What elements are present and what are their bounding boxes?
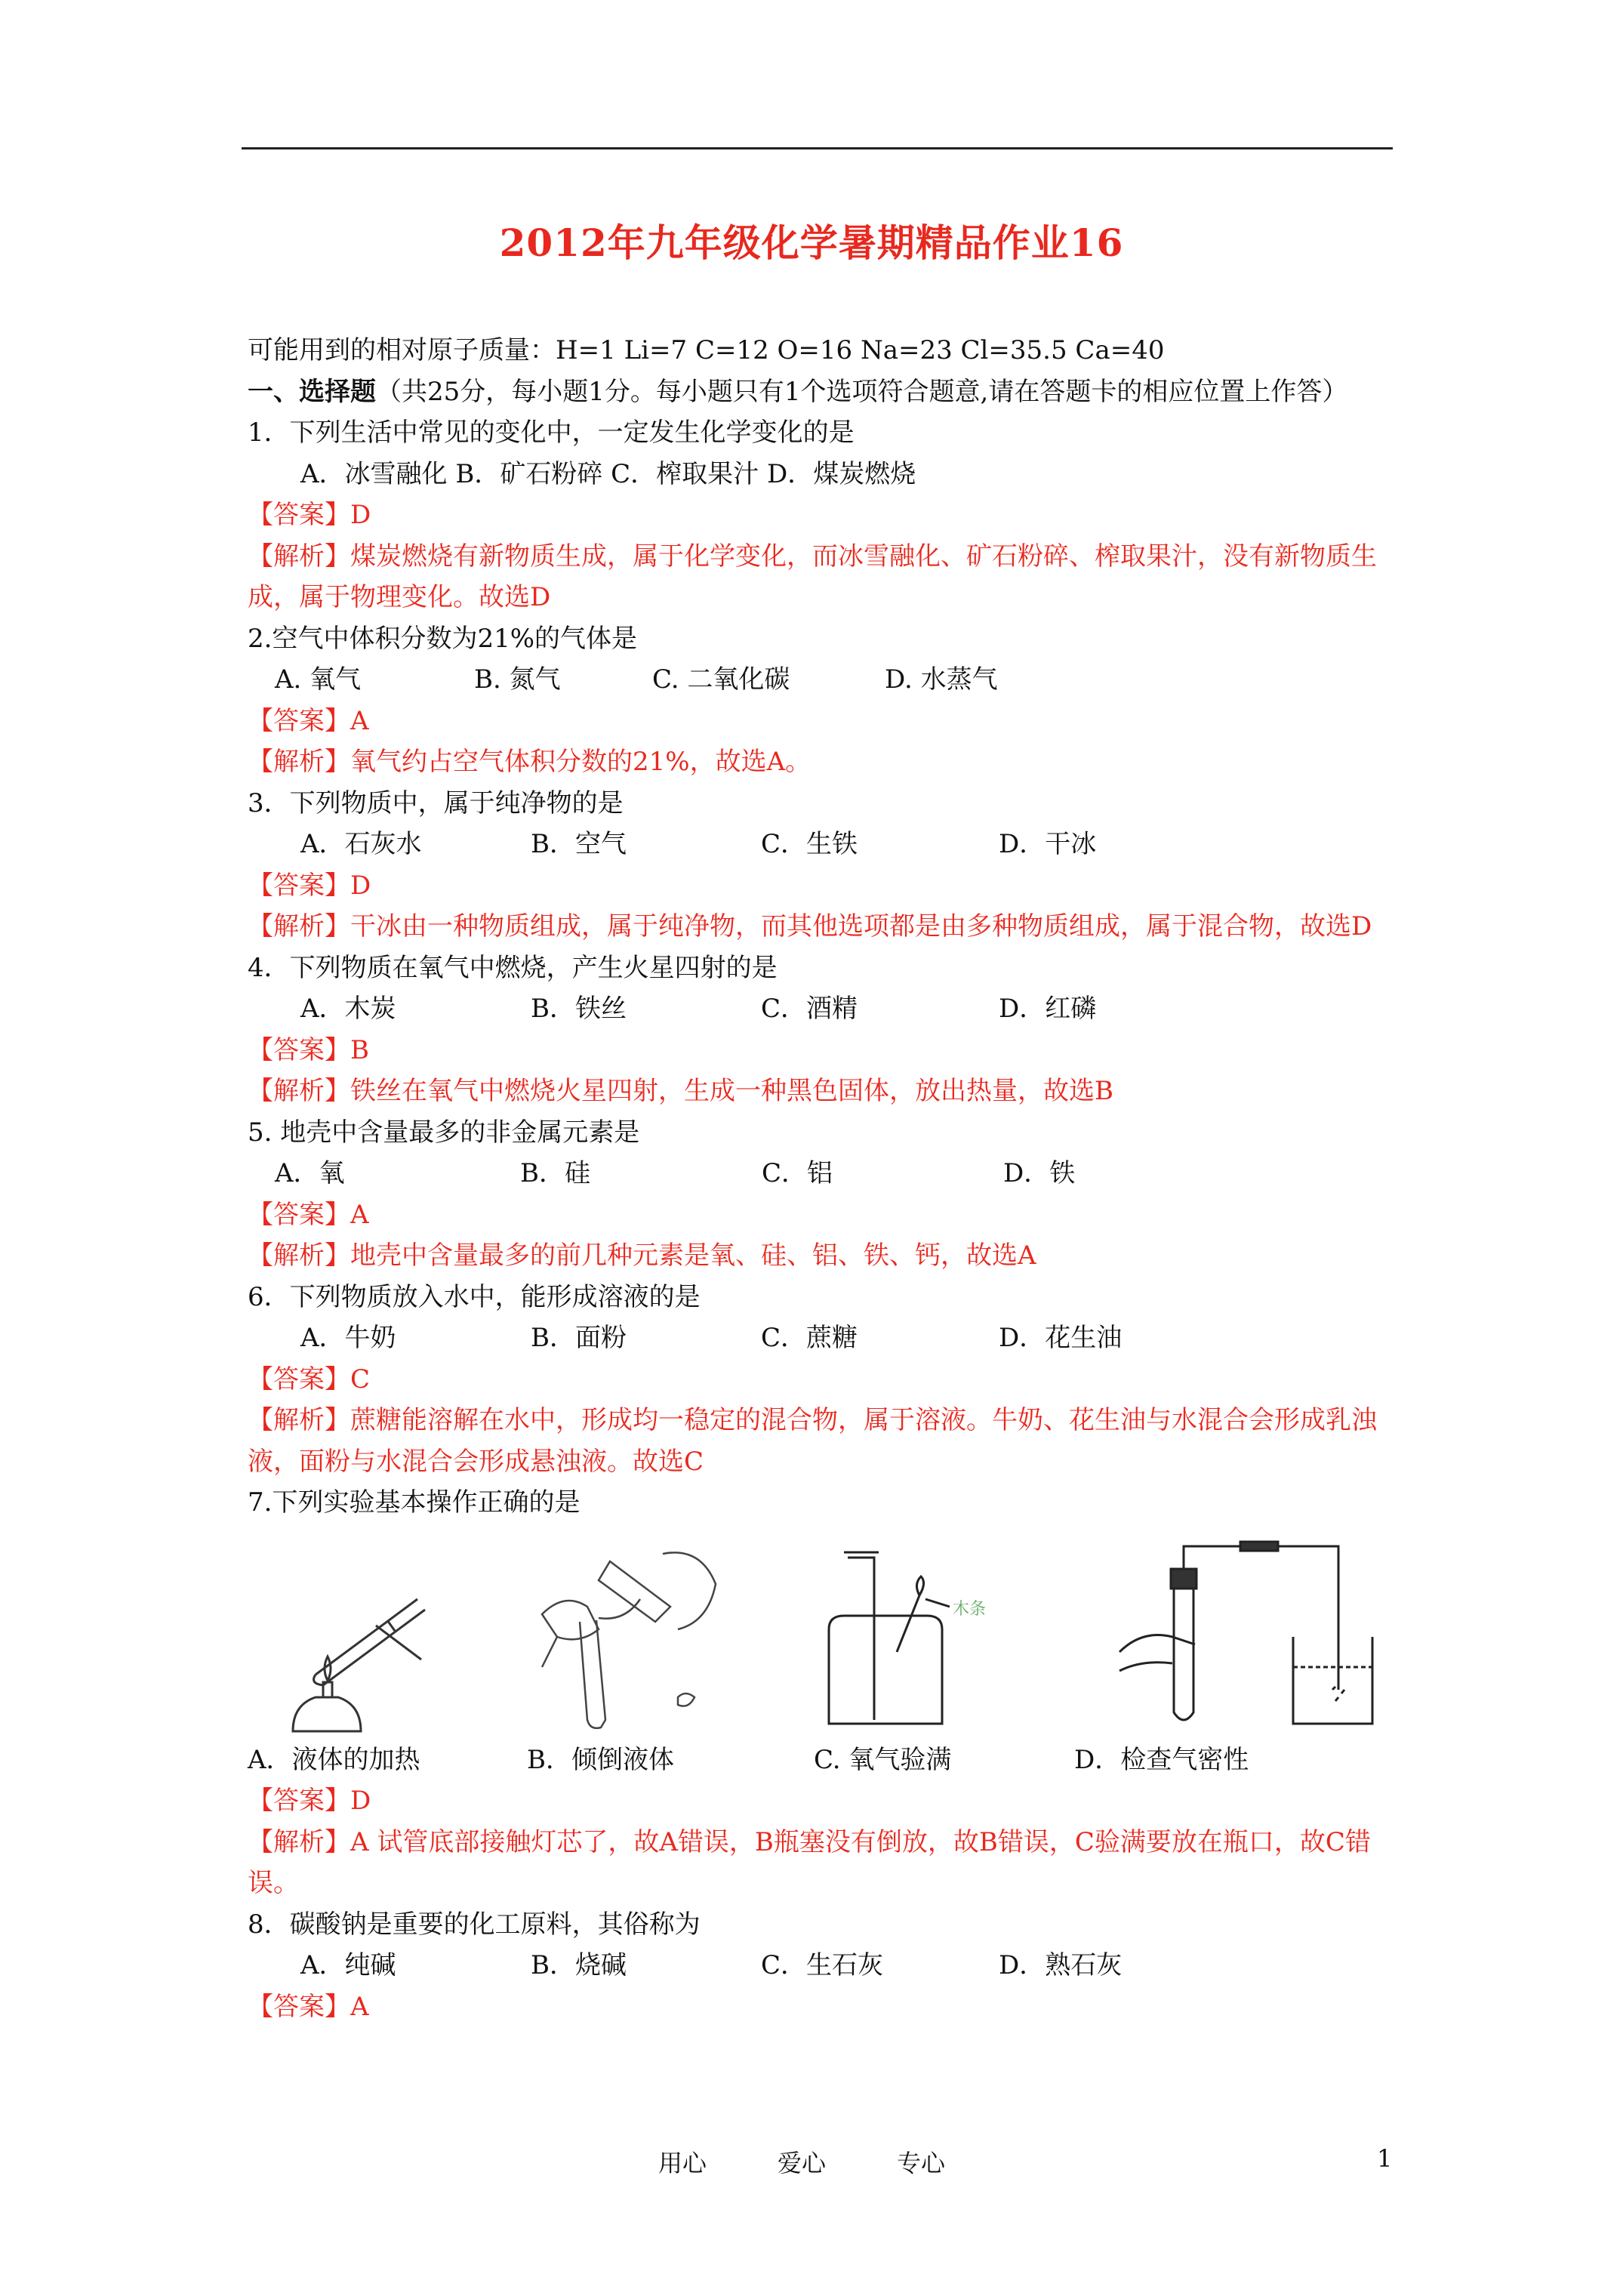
explanation [248,536,1397,618]
answer-label: 【答案】 [248,1199,350,1230]
question-stem: 4．下列物质在氧气中燃烧，产生火星四射的是 [248,952,778,983]
explain-label: 【解析】 [248,1076,350,1106]
caption-a: A．液体的加热 [248,1744,420,1775]
answer-label: 【答案】 [248,1364,350,1395]
page-title: 2012年九年级化学暑期精品作业16 [499,220,1124,265]
explain-label: 【解析】 [248,541,350,572]
answer-value: C [350,1364,371,1395]
figure-b [519,1539,746,1735]
explain-text: 蔗糖能溶解在水中，形成均一稳定的混合物，属于溶液。牛奶、花生油与水混合会形成乳浊液，面粉与水混合会形成悬浊液。故选C [248,1405,1377,1477]
figure-captions [248,1740,1397,1781]
answer-value: A [350,1991,369,2022]
explain-label: 【解析】 [248,911,350,942]
option-d: D．熟石灰 [999,1950,1123,1980]
question-stem: 3．下列物质中，属于纯净物的是 [248,787,624,818]
answer-value: B [350,1034,369,1065]
explanation [248,1822,1397,1904]
answer-value: D [350,870,371,901]
option-c: C．生石灰 [761,1950,884,1980]
option-a: A．纯碱 [300,1950,396,1980]
figure-a [248,1584,459,1735]
option-d: D．红磷 [999,994,1097,1024]
explain-text: A 试管底部接触灯芯了，故A错误，B瓶塞没有倒放，故B错误，C验满要放在瓶口，故C错误。 [248,1826,1371,1898]
option-b: B．空气 [531,829,627,859]
answer-line [248,1986,1397,2028]
section-title: 一、选择题 [248,376,376,407]
explain-text: 氧气约占空气体积分数的21%，故选A。 [350,747,812,777]
question-stem: 1．下列生活中常见的变化中，一定发生化学变化的是 [248,418,855,448]
figure-c-label: 木条 [953,1599,987,1619]
option-a: A．石灰水 [300,829,422,859]
caption-c: C. 氧气验满 [814,1744,952,1775]
answer-value: D [350,1786,371,1816]
option-b: B．面粉 [531,1323,627,1353]
caption-b: B．倾倒液体 [527,1744,674,1775]
pouring-liquid-icon [527,1539,738,1735]
figure-c [806,1546,1048,1735]
explain-text: 地壳中含量最多的前几种元素是氧、硅、铝、铁、钙，故选A [350,1240,1036,1271]
answer-label: 【答案】 [248,1991,350,2022]
answer-line [248,495,1397,536]
footer-item: 用心 [658,2149,707,2177]
explanation [248,1400,1397,1482]
question-options: A．冰雪融化 B．矿石粉碎 C．榨取果汁 D．煤炭燃烧 [300,458,916,489]
answer-line [248,1780,1397,1822]
question-options [248,1153,1397,1194]
answer-label: 【答案】 [248,705,350,736]
footer-item: 爱心 [778,2149,827,2177]
answer-label: 【答案】 [248,870,350,901]
question-stem: 8．碳酸钠是重要的化工原料，其俗称为 [248,1909,701,1940]
gas-bottle-test-icon [814,1546,1040,1735]
explain-text: 煤炭燃烧有新物质生成，属于化学变化，而冰雪融化、矿石粉碎、榨取果汁，没有新物质生成，属于物理变化。故选D [248,541,1377,612]
option-b: B．硅 [520,1158,590,1188]
explanation [248,1071,1397,1112]
answer-line [248,1359,1397,1401]
question-options [248,988,1397,1030]
question-options [248,659,1397,701]
option-d: D．干冰 [999,829,1097,859]
answer-value: A [350,705,369,736]
question-options [248,1945,1397,1986]
page-number: 1 [1377,2144,1393,2173]
explain-text: 铁丝在氧气中燃烧火星四射，生成一种黑色固体，放出热量，故选B [350,1076,1113,1106]
question-stem: 7.下列实验基本操作正确的是 [248,1487,581,1518]
option-d: D. 水蒸气 [885,664,998,695]
explain-text: 干冰由一种物质组成，属于纯净物，而其他选项都是由多种物质组成，属于混合物，故选D [350,911,1372,942]
section-note: （共25分，每小题1分。每小题只有1个选项符合题意,请在答题卡的相应位置上作答） [376,376,1348,407]
option-b: B. 氮气 [474,664,561,695]
option-d: D．花生油 [999,1323,1123,1353]
footer-item: 专心 [897,2149,946,2177]
question-options [248,1318,1397,1359]
question-stem: 2.空气中体积分数为21%的气体是 [248,623,638,654]
option-c: C．蔗糖 [761,1323,858,1353]
document-body [248,330,1397,2027]
section-heading [248,371,1397,413]
option-d: D．铁 [1003,1158,1076,1188]
option-c: C．酒精 [761,994,858,1024]
experiment-figures [248,1531,1395,1735]
atomic-masses: 可能用到的相对原子质量：H=1 Li=7 C=12 O=16 Na=23 Cl=35.5 Ca=40 [248,335,1165,365]
option-a: A．牛奶 [300,1323,396,1353]
answer-line [248,1194,1397,1236]
answer-line [248,701,1397,742]
explain-label: 【解析】 [248,1240,350,1271]
option-a: A．木炭 [300,994,396,1024]
footer-motto [658,2144,945,2179]
airtightness-check-icon [1112,1539,1391,1735]
answer-line [248,865,1397,907]
explain-label: 【解析】 [248,747,350,777]
answer-label: 【答案】 [248,1786,350,1816]
option-c: C. 二氧化碳 [652,664,790,695]
option-a: A．氧 [275,1158,345,1188]
explanation [248,906,1397,948]
header-rule [242,147,1393,149]
option-c: C．生铁 [761,829,858,859]
option-b: B．铁丝 [531,994,627,1024]
explain-label: 【解析】 [248,1405,350,1435]
option-a: A. 氧气 [275,664,362,695]
answer-value: A [350,1199,369,1230]
question-stem: 5. 地壳中含量最多的非金属元素是 [248,1117,640,1148]
answer-label: 【答案】 [248,1034,350,1065]
explain-label: 【解析】 [248,1826,350,1857]
option-b: B．烧碱 [531,1950,627,1980]
alcohol-lamp-heating-icon [263,1584,444,1735]
question-stem: 6．下列物质放入水中，能形成溶液的是 [248,1281,701,1312]
explanation [248,1235,1397,1277]
answer-label: 【答案】 [248,500,350,530]
caption-d: D．检查气密性 [1074,1744,1249,1775]
question-options [248,824,1397,865]
answer-value: D [350,500,371,530]
figure-d [1108,1539,1395,1735]
answer-line [248,1030,1397,1071]
option-c: C．铝 [762,1158,833,1188]
explanation [248,741,1397,783]
